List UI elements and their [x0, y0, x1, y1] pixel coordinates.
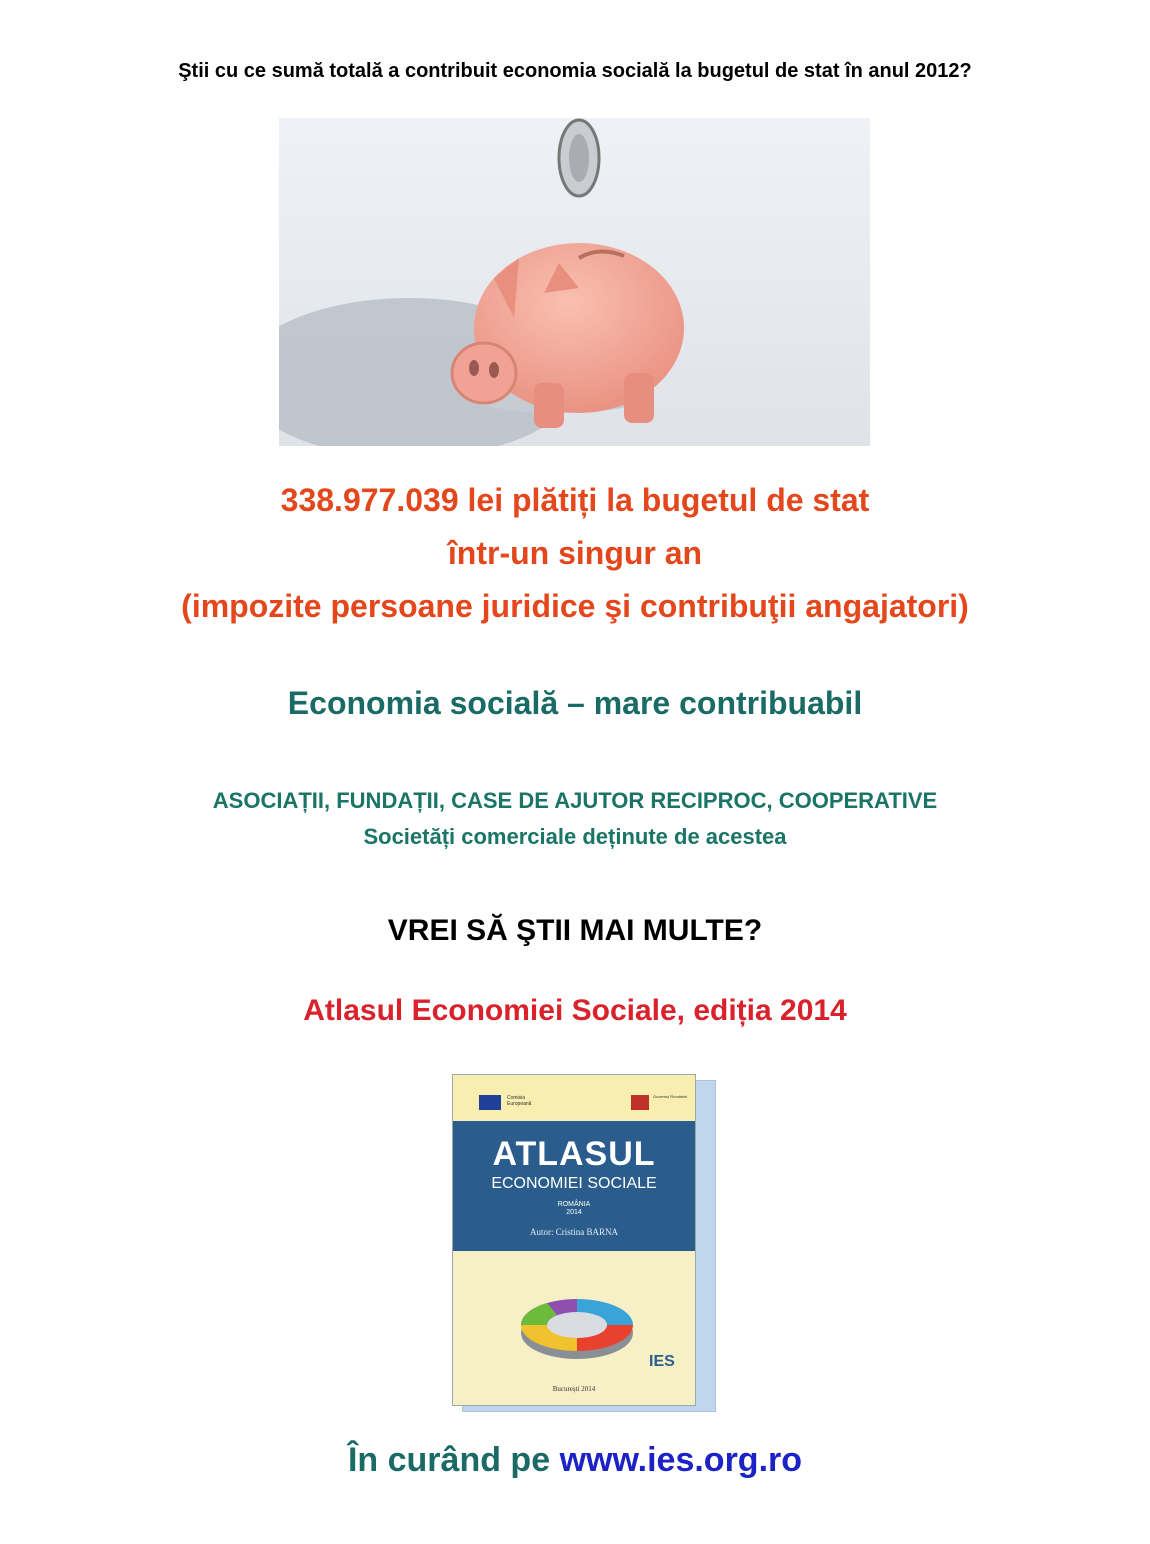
donut-chart-icon [517, 1285, 637, 1365]
atlas-title: Atlasul Economiei Sociale, ediția 2014 [303, 994, 847, 1027]
amount-line-2: într-un singur an [447, 535, 703, 571]
cover-year: 2014 [566, 1209, 582, 1216]
entity-types: ASOCIAȚII, FUNDAȚII, CASE DE AJUTOR RECIPROC, COOPERATIVE [212, 788, 938, 813]
cover-subtitle: ECONOMIEI SOCIALE [491, 1175, 657, 1192]
website-link[interactable]: www.ies.org.ro [559, 1441, 803, 1479]
amount-line-1: 338.977.039 lei plătiți la bugetul de stat [280, 482, 870, 518]
partner-logo-icon [631, 1095, 649, 1110]
question-heading: Ştii cu ce sumă totală a contribuit economia socială la bugetul de stat în anul 2012? [178, 60, 972, 82]
book-cover [452, 1074, 696, 1406]
partner-label: Guvernul României [653, 1094, 688, 1099]
book-cover-image [452, 1074, 716, 1412]
footer-line [0, 1441, 1150, 1480]
companies-line: Societăți comerciale deținute de acestea [363, 824, 787, 849]
footer-text: În curând pe [347, 1441, 560, 1479]
cover-author: Autor: Cristina BARNA [529, 1227, 618, 1237]
cover-title: ATLASUL [492, 1135, 656, 1173]
ies-logo: IES [649, 1353, 675, 1370]
eu-label: Comisia Europeană [507, 1095, 532, 1107]
slogan: Economia socială – mare contribuabil [287, 685, 863, 721]
amount-line-3: (impozite persoane juridice şi contribuţii angajatori) [181, 588, 969, 624]
piggy-bank-photo [279, 118, 870, 446]
call-to-action: VREI SĂ ŞTII MAI MULTE? [387, 914, 763, 947]
cover-place: București 2014 [552, 1385, 596, 1393]
eu-flag-icon [479, 1095, 501, 1110]
cover-country: ROMÂNIA [557, 1201, 591, 1208]
